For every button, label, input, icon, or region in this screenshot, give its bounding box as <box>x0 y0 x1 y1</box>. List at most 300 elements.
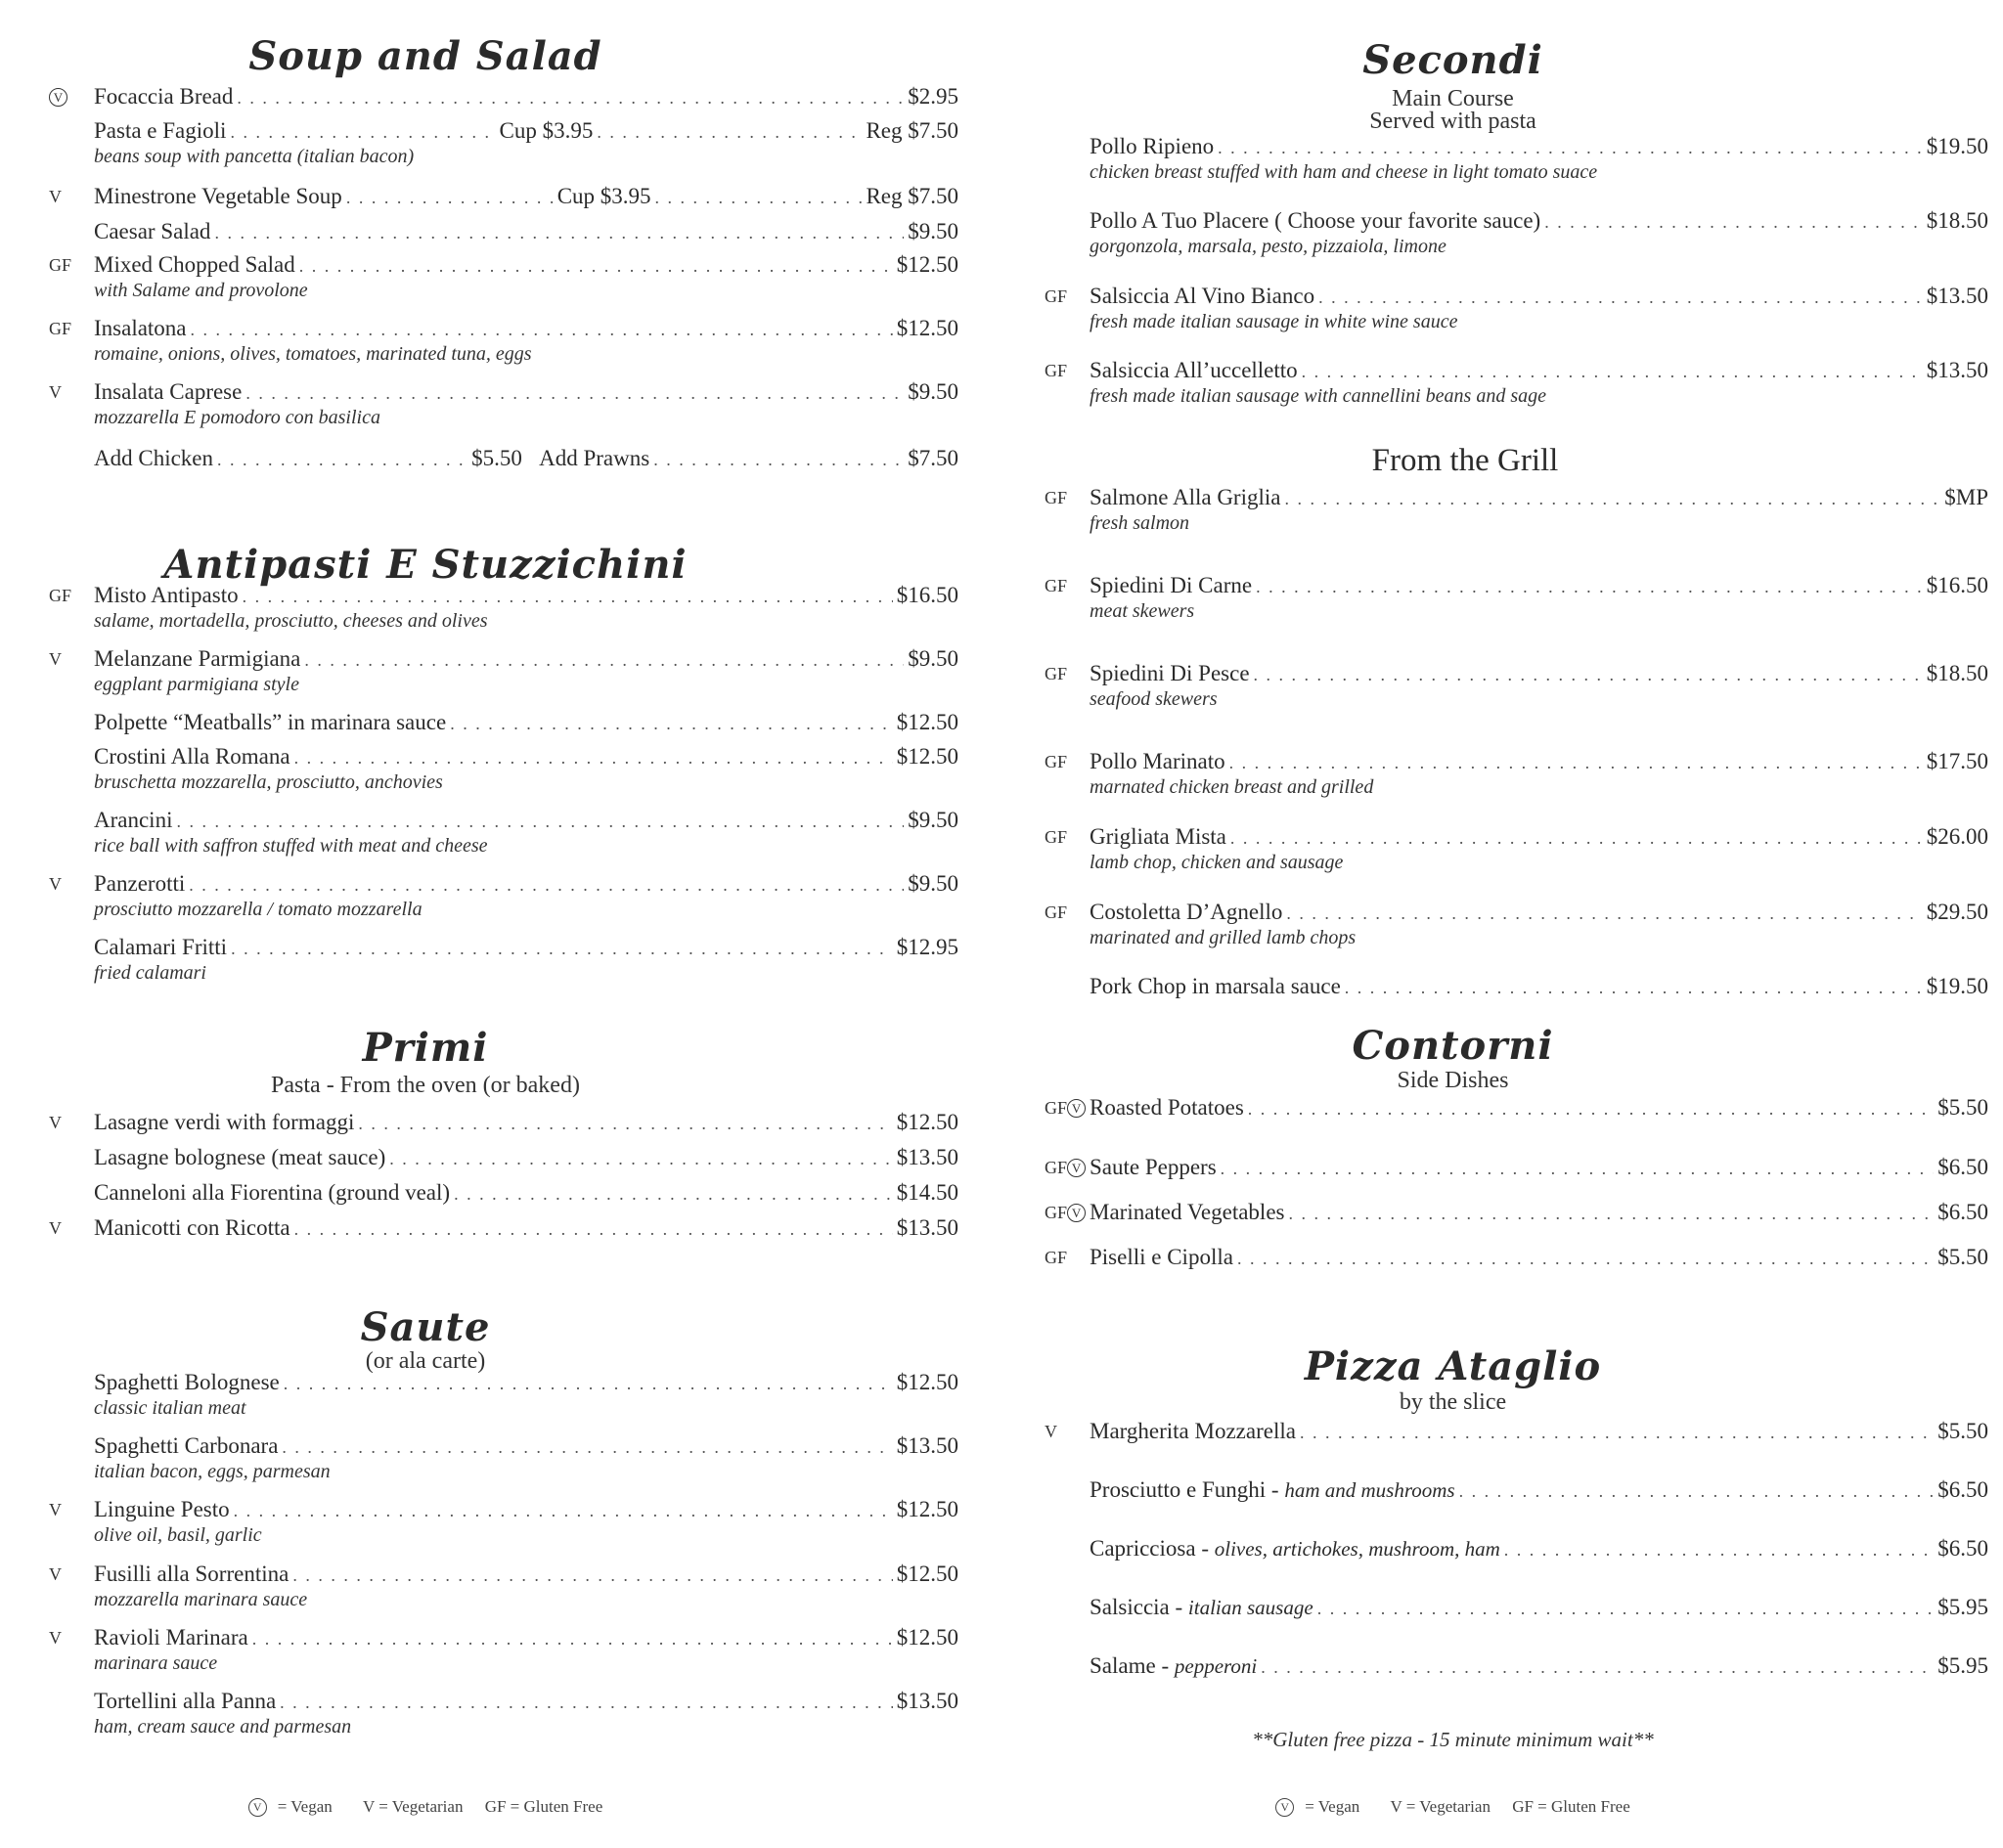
secondi-subtitle-2: Served with pasta <box>1369 109 1536 134</box>
item-line <box>94 183 958 211</box>
menu-item <box>49 445 958 504</box>
item-name: Minestrone Vegetable Soup <box>94 184 342 208</box>
legend-vegan <box>248 1797 341 1816</box>
dot-leader <box>252 1625 893 1652</box>
item-line <box>1090 1476 1988 1505</box>
item-line <box>1090 1244 1988 1272</box>
menu-item <box>1045 133 1988 192</box>
item-description: rice ball with saffron stuffed with meat and cheese <box>94 835 488 857</box>
item-name: Spiedini Di Pesce <box>1090 661 1250 685</box>
item-name: Pasta e Fagioli <box>94 118 227 143</box>
menu-item <box>49 1496 958 1555</box>
menu-item <box>49 378 958 437</box>
item-description: gorgonzola, marsala, pesto, pizzaiola, limone <box>1090 236 1447 257</box>
menu-item <box>1045 207 1988 266</box>
dot-leader <box>1261 1653 1934 1681</box>
item-line <box>1090 283 1988 311</box>
diet-code-label: V <box>49 187 62 206</box>
item-name: Fusilli alla Sorrentina <box>94 1562 289 1586</box>
item-inline-description: italian sausage <box>1187 1596 1313 1619</box>
item-price: $14.50 <box>896 1180 958 1205</box>
menu-item <box>1045 1594 1988 1652</box>
diet-code-label: V <box>49 1113 62 1132</box>
item-price: $12.50 <box>896 710 958 734</box>
item-price: $12.50 <box>896 1562 958 1586</box>
diet-code <box>1045 361 1091 381</box>
item-price: $26.00 <box>1926 824 1988 849</box>
vegan-symbol-icon: V <box>1067 1204 1086 1222</box>
menu-item <box>49 743 958 802</box>
item-name: Add Chicken <box>94 446 214 470</box>
diet-code-label: V <box>49 874 62 894</box>
diet-code <box>49 649 96 670</box>
item-price: $19.50 <box>1926 134 1988 158</box>
diet-code <box>49 1113 96 1133</box>
antipasti-heading: Antipasti E Stuzzichini <box>163 542 688 588</box>
dot-leader <box>1504 1536 1934 1563</box>
dot-leader <box>1284 485 1940 512</box>
dot-leader <box>358 1110 892 1137</box>
item-line <box>94 83 958 111</box>
item-name: Polpette “Meatballs” in marinara sauce <box>94 710 447 734</box>
item-price: $7.50 <box>908 446 959 470</box>
diet-code-label: V <box>49 1500 62 1519</box>
menu-item <box>1045 283 1988 341</box>
menu-item <box>49 1432 958 1491</box>
menu-item <box>1045 660 1988 719</box>
diet-code-label: GF <box>1045 664 1068 683</box>
item-price: $16.50 <box>896 583 958 607</box>
dot-leader <box>1248 1095 1934 1122</box>
item-name: Focaccia Bread <box>94 84 234 109</box>
item-price: $9.50 <box>908 646 958 671</box>
item-name: Pollo Marinato <box>1090 749 1225 773</box>
item-name: Grigliata Mista <box>1090 824 1226 849</box>
diet-code-label: GF <box>1045 752 1068 771</box>
secondi-heading: Secondi <box>1362 37 1543 83</box>
diet-code <box>1045 1203 1091 1223</box>
item-line <box>94 445 958 473</box>
diet-code <box>49 1564 96 1585</box>
diet-code <box>1045 286 1091 307</box>
item-inline-description: pepperoni <box>1174 1654 1258 1678</box>
dot-leader <box>1459 1477 1935 1505</box>
item-separator: - <box>1169 1595 1188 1619</box>
menu-item <box>49 1369 958 1428</box>
dot-leader <box>454 1180 893 1208</box>
item-name: Salame <box>1090 1653 1156 1678</box>
item-price: $12.50 <box>896 252 958 277</box>
diet-code <box>1045 1248 1091 1268</box>
dot-leader <box>1221 1155 1935 1182</box>
item-description: marinated and grilled lamb chops <box>1090 927 1357 948</box>
contorni-heading: Contorni <box>1352 1023 1554 1069</box>
diet-code <box>49 1218 96 1239</box>
diet-code-label: GF <box>1045 286 1068 306</box>
dot-leader <box>597 118 862 146</box>
diet-code-label: GF <box>1045 827 1068 847</box>
item-line <box>94 870 958 899</box>
item-line <box>94 743 958 771</box>
item-name: Marinated Vegetables <box>1090 1200 1285 1224</box>
item-name: Lasagne verdi with formaggi <box>94 1110 355 1134</box>
vegan-symbol-icon: V <box>1275 1798 1294 1817</box>
dot-leader <box>346 184 554 211</box>
dot-leader <box>217 446 467 473</box>
menu-item <box>1045 1476 1988 1535</box>
diet-code <box>1045 1098 1091 1119</box>
item-line <box>1090 1094 1988 1122</box>
dot-leader <box>1288 1200 1934 1227</box>
item-line <box>1090 899 1988 927</box>
item-description: seafood skewers <box>1090 688 1218 710</box>
item-description: eggplant parmigiana style <box>94 674 299 695</box>
item-price: $17.50 <box>1926 749 1988 773</box>
item-separator: - <box>1195 1536 1215 1561</box>
dot-leader <box>1254 661 1923 688</box>
dot-leader <box>1218 134 1923 161</box>
item-inline-description: ham and mushrooms <box>1284 1478 1455 1502</box>
item-line <box>1090 748 1988 776</box>
item-line <box>94 1496 958 1524</box>
item-name: Pork Chop in marsala sauce <box>1090 974 1341 998</box>
item-price: $12.50 <box>896 1370 958 1394</box>
vegan-symbol-icon: V <box>1067 1159 1086 1177</box>
dot-leader <box>294 744 893 771</box>
diet-code-label: V <box>49 1564 62 1584</box>
diet-code <box>1045 576 1091 596</box>
diet-code <box>1045 902 1091 923</box>
item-price: $5.95 <box>1937 1595 1988 1619</box>
item-description: marnated chicken breast and grilled <box>1090 776 1374 798</box>
item-price: $6.50 <box>1937 1155 1988 1179</box>
diet-code-label: GF <box>1045 576 1068 595</box>
item-description: chicken breast stuffed with ham and cheese in light tomato suace <box>1090 161 1598 183</box>
dot-leader <box>1318 284 1923 311</box>
item-line <box>94 378 958 407</box>
item-name: Crostini Alla Romana <box>94 744 290 769</box>
item-price: $12.50 <box>896 1497 958 1521</box>
primi-heading: Primi <box>362 1025 489 1071</box>
vegan-symbol-icon: V <box>248 1798 267 1817</box>
item-price: $6.50 <box>1937 1536 1988 1561</box>
item-name: Pollo Ripieno <box>1090 134 1215 158</box>
item-price: $13.50 <box>1926 358 1988 382</box>
item-line <box>94 1624 958 1652</box>
diet-code <box>49 187 96 207</box>
item-name: Prosciutto e Funghi <box>1090 1477 1267 1502</box>
item-name: Arancini <box>94 808 173 832</box>
item-name: Saute Peppers <box>1090 1155 1217 1179</box>
dot-leader <box>189 871 904 899</box>
item-description: olive oil, basil, garlic <box>94 1524 262 1546</box>
diet-code <box>49 586 96 606</box>
item-name: Misto Antipasto <box>94 583 239 607</box>
item-line <box>94 1144 958 1172</box>
item-name: Salsiccia Al Vino Bianco <box>1090 284 1315 308</box>
menu-item <box>1045 572 1988 631</box>
item-separator: - <box>1155 1653 1175 1678</box>
legend-gluten-free: GF = Gluten Free <box>484 1797 603 1816</box>
dot-leader <box>653 446 904 473</box>
diet-code-label: V <box>1045 1422 1057 1441</box>
item-name: Linguine Pesto <box>94 1497 230 1521</box>
item-price: $6.50 <box>1937 1477 1988 1502</box>
diet-code <box>49 874 96 895</box>
gluten-free-pizza-note: **Gluten free pizza - 15 minute minimum wait** <box>1252 1728 1654 1751</box>
item-name: Spaghetti Carbonara <box>94 1433 279 1458</box>
item-line <box>94 582 958 610</box>
item-line <box>1090 484 1988 512</box>
item-description: prosciutto mozzarella / tomato mozzarella <box>94 899 423 920</box>
item-price: $5.50 <box>1937 1245 1988 1269</box>
menu-item <box>1045 1418 1988 1476</box>
diet-code-label: GF <box>1045 1158 1068 1177</box>
diet-code <box>49 1500 96 1520</box>
item-price: $19.50 <box>1926 974 1988 998</box>
item-name: Melanzane Parmigiana <box>94 646 301 671</box>
item-line <box>94 1369 958 1397</box>
item-description: italian bacon, eggs, parmesan <box>94 1461 331 1482</box>
item-name: Salsiccia <box>1090 1595 1170 1619</box>
diet-code <box>1045 752 1091 772</box>
diet-code-label: GF <box>1045 902 1068 922</box>
legend-vegan-label: = Vegan <box>1305 1797 1360 1816</box>
item-line <box>94 1432 958 1461</box>
item-description: fried calamari <box>94 962 206 984</box>
soup-salad-heading: Soup and Salad <box>248 33 602 79</box>
dot-leader <box>1229 749 1923 776</box>
item-price: Reg $7.50 <box>866 118 958 143</box>
item-name: Margherita Mozzarella <box>1090 1419 1296 1443</box>
item-line <box>1090 1199 1988 1227</box>
dot-leader <box>655 184 863 211</box>
menu-item <box>49 1624 958 1683</box>
grill-heading: From the Grill <box>1371 443 1559 478</box>
item-line <box>1090 823 1988 852</box>
item-name: Caesar Salad <box>94 219 211 243</box>
item-line <box>94 807 958 835</box>
item-price: $13.50 <box>1926 284 1988 308</box>
dot-leader <box>234 1497 893 1524</box>
item-price: $9.50 <box>908 808 958 832</box>
item-price: $12.50 <box>896 316 958 340</box>
item-price: $12.50 <box>896 1110 958 1134</box>
item-price: $13.50 <box>896 1215 958 1240</box>
primi-subtitle: Pasta - From the oven (or baked) <box>271 1073 580 1098</box>
dot-leader <box>176 808 904 835</box>
item-separator: - <box>1266 1477 1285 1502</box>
item-line <box>94 315 958 343</box>
item-price: $5.95 <box>1937 1653 1988 1678</box>
item-price: $2.95 <box>908 84 958 109</box>
dot-leader <box>1230 824 1923 852</box>
menu-item <box>1045 1244 1988 1302</box>
saute-subtitle: (or ala carte) <box>365 1348 486 1374</box>
diet-code <box>1045 488 1091 508</box>
item-line <box>1090 1652 1988 1681</box>
item-description: meat skewers <box>1090 600 1195 622</box>
menu-item <box>1045 1535 1988 1594</box>
dot-leader <box>389 1145 893 1172</box>
diet-code <box>49 255 96 276</box>
diet-code <box>49 319 96 339</box>
diet-code-label: GF <box>1045 1098 1068 1118</box>
diet-code-label: V <box>49 649 62 669</box>
item-price: $29.50 <box>1926 900 1988 924</box>
diet-code <box>1045 827 1091 848</box>
dot-leader <box>243 583 893 610</box>
item-description: bruschetta mozzarella, prosciutto, anchovies <box>94 771 443 793</box>
diet-code-label: GF <box>1045 1248 1068 1267</box>
diet-code-label: GF <box>1045 488 1068 507</box>
diet-code <box>1045 1158 1091 1178</box>
diet-code <box>1045 1422 1091 1442</box>
dot-leader <box>1345 974 1923 1001</box>
item-line <box>94 1561 958 1589</box>
pizza-subtitle: by the slice <box>1399 1389 1507 1415</box>
item-description: classic italian meat <box>94 1397 246 1419</box>
item-mid-price: Cup $3.95 <box>499 118 594 143</box>
diet-code <box>49 1628 96 1649</box>
item-price: $9.50 <box>908 871 958 896</box>
dot-leader <box>1317 1595 1935 1622</box>
diet-code-label: V <box>49 382 62 402</box>
legend-right <box>917 1797 1988 1817</box>
item-price: $12.95 <box>896 935 958 959</box>
item-description: salame, mortadella, prosciutto, cheeses and olives <box>94 610 488 632</box>
item-name: Insalatona <box>94 316 187 340</box>
menu-item <box>49 1688 958 1746</box>
dot-leader <box>230 118 495 146</box>
item-price: $MP <box>1944 485 1988 509</box>
item-line <box>94 645 958 674</box>
item-line <box>94 117 958 146</box>
item-price: $18.50 <box>1926 208 1988 233</box>
item-addon-name: Add Prawns <box>539 446 650 470</box>
dot-leader <box>231 935 893 962</box>
dot-leader <box>1302 358 1923 385</box>
dot-leader <box>450 710 893 737</box>
diet-code-label: V <box>49 1218 62 1238</box>
legend-vegetarian: V = Vegetarian <box>1390 1797 1491 1816</box>
item-name: Tortellini alla Panna <box>94 1689 277 1713</box>
menu-item <box>1045 1652 1988 1711</box>
item-name: Calamari Fritti <box>94 935 228 959</box>
item-name: Canneloni alla Fiorentina (ground veal) <box>94 1180 451 1205</box>
item-line <box>94 218 958 246</box>
diet-code <box>49 87 96 108</box>
item-description: fresh made italian sausage with cannellini beans and sage <box>1090 385 1547 407</box>
item-description: fresh salmon <box>1090 512 1190 534</box>
dot-leader <box>282 1433 892 1461</box>
menu-item <box>49 645 958 704</box>
menu-item <box>49 1214 958 1273</box>
item-description: mozzarella E pomodoro con basilica <box>94 407 380 428</box>
item-price: $9.50 <box>908 379 958 404</box>
item-description: fresh made italian sausage in white wine sauce <box>1090 311 1458 332</box>
dot-leader <box>292 1562 892 1589</box>
item-price: $5.50 <box>1937 1419 1988 1443</box>
legend-gluten-free: GF = Gluten Free <box>1512 1797 1630 1816</box>
item-description: beans soup with pancetta (italian bacon) <box>94 146 415 167</box>
item-line <box>1090 1594 1988 1622</box>
dot-leader <box>284 1370 893 1397</box>
item-line <box>1090 1154 1988 1182</box>
menu-item <box>1045 899 1988 957</box>
diet-code-label: GF <box>49 319 72 338</box>
item-price: $16.50 <box>1926 573 1988 597</box>
item-name: Mixed Chopped Salad <box>94 252 295 277</box>
menu-item <box>49 870 958 929</box>
item-line <box>94 1109 958 1137</box>
diet-code-label: GF <box>1045 361 1068 380</box>
menu-item <box>49 117 958 176</box>
item-name: Salsiccia All’uccelletto <box>1090 358 1298 382</box>
item-line <box>1090 1418 1988 1446</box>
diet-code-label: V <box>49 1628 62 1648</box>
legend-vegetarian: V = Vegetarian <box>363 1797 464 1816</box>
menu-item <box>1045 484 1988 543</box>
item-line <box>1090 1535 1988 1563</box>
item-line <box>94 934 958 962</box>
item-line <box>1090 660 1988 688</box>
item-price: $5.50 <box>1937 1095 1988 1120</box>
legend-left <box>0 1797 958 1817</box>
menu-item <box>49 315 958 374</box>
diet-code-label: GF <box>49 255 72 275</box>
diet-code-label: GF <box>1045 1203 1068 1222</box>
vegan-symbol-icon: V <box>49 88 67 107</box>
saute-heading: Saute <box>360 1304 491 1350</box>
item-price: $13.50 <box>896 1145 958 1169</box>
item-price: $12.50 <box>896 744 958 769</box>
item-price: $18.50 <box>1926 661 1988 685</box>
item-price: $12.50 <box>896 1625 958 1650</box>
dot-leader <box>237 84 904 111</box>
secondi-subtitle-1: Main Course <box>1392 86 1514 111</box>
item-name: Pollo A Tuo Placere ( Choose your favorite sauce) <box>1090 208 1541 233</box>
item-line <box>1090 973 1988 1001</box>
diet-code <box>49 382 96 403</box>
menu-item <box>1045 973 1988 1032</box>
item-line <box>94 1214 958 1243</box>
item-line <box>1090 357 1988 385</box>
item-line <box>94 1179 958 1208</box>
dot-leader <box>214 219 904 246</box>
item-inline-description: olives, artichokes, mushroom, ham <box>1214 1537 1500 1561</box>
item-description: mozzarella marinara sauce <box>94 1589 308 1610</box>
item-name: Panzerotti <box>94 871 186 896</box>
dot-leader <box>245 379 904 407</box>
legend-vegan-label: = Vegan <box>277 1797 333 1816</box>
menu-item <box>49 582 958 640</box>
legend-vegan <box>1275 1797 1368 1816</box>
item-line <box>1090 207 1988 236</box>
item-description: with Salame and provolone <box>94 280 308 301</box>
item-price: $13.50 <box>896 1689 958 1713</box>
item-price: $6.50 <box>1937 1200 1988 1224</box>
dot-leader <box>1256 573 1923 600</box>
item-name: Roasted Potatoes <box>1090 1095 1244 1120</box>
dot-leader <box>280 1689 893 1716</box>
item-name: Manicotti con Ricotta <box>94 1215 290 1240</box>
item-line <box>1090 572 1988 600</box>
item-price: $13.50 <box>896 1433 958 1458</box>
item-description: romaine, onions, olives, tomatoes, marinated tuna, eggs <box>94 343 532 365</box>
item-price: Reg $7.50 <box>866 184 958 208</box>
item-price: $9.50 <box>908 219 958 243</box>
